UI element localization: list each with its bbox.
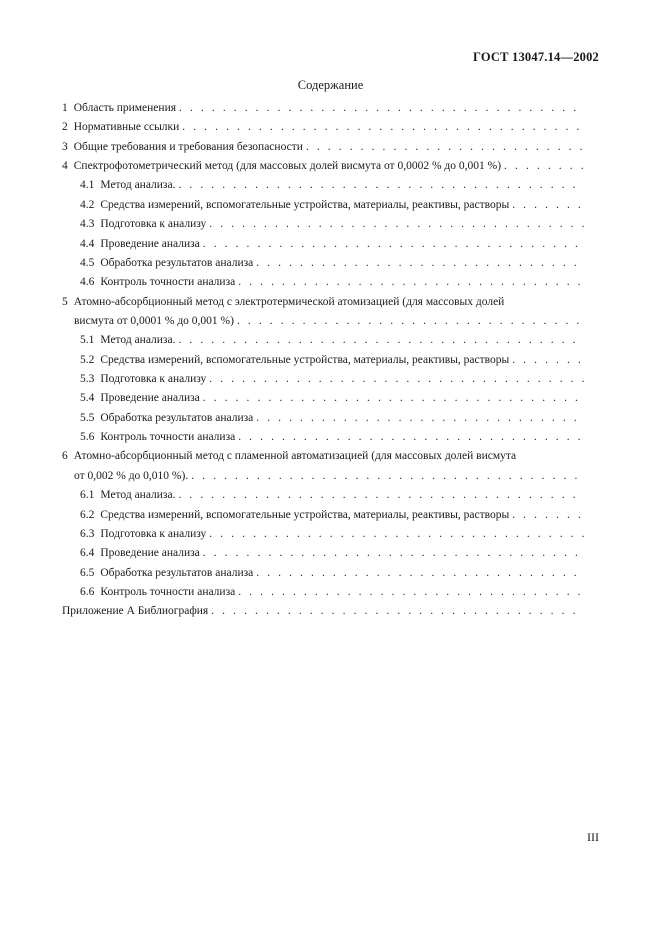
toc-entry-number: 5 (62, 295, 68, 308)
toc-entry-label: Метод анализа. (100, 179, 176, 192)
toc-entry-number: 6.5 (80, 566, 95, 579)
toc-entry-label: Подготовка к анализу (100, 527, 207, 540)
toc-entry (62, 331, 584, 350)
dot-leader (179, 99, 584, 118)
toc-entry-label: Проведение анализа (100, 237, 200, 250)
dot-leader (203, 544, 584, 563)
dot-leader (504, 157, 584, 176)
dot-leader (512, 506, 584, 525)
toc-entry-label: Средства измерений, вспомогательные устройства, материалы, реактивы, растворы (100, 353, 510, 366)
dot-leader (238, 583, 584, 602)
toc-entry-number: 5.1 (80, 334, 95, 347)
toc-entry-label: Проведение анализа (100, 392, 200, 405)
toc-entry-label: Контроль точности анализа (100, 276, 236, 289)
toc-entry-number: 4.3 (80, 218, 95, 231)
toc-entry-number: 4.5 (80, 256, 95, 269)
toc-entry-label: Контроль точности анализа (100, 431, 236, 444)
page-number: III (587, 830, 599, 844)
toc-entry (62, 564, 584, 583)
toc-entry-number: 5.4 (80, 392, 95, 405)
toc-entry-number: 4.1 (80, 179, 95, 192)
toc-entry-label: Проведение анализа (100, 547, 200, 560)
dot-leader (211, 602, 584, 621)
dot-leader (238, 273, 584, 292)
toc-entry-label: Общие требования и требования безопасности (73, 140, 303, 153)
toc-entry-label: Метод анализа. (100, 334, 176, 347)
toc-entry-label: Обработка результатов анализа (100, 566, 254, 579)
toc-entry (62, 409, 584, 428)
toc-entry-number: 4.4 (80, 237, 95, 250)
toc-entry-label-continued: висмута от 0,0001 % до 0,001 %) (74, 314, 234, 327)
dot-leader (256, 254, 584, 273)
dot-leader (178, 176, 584, 195)
toc-entry (62, 506, 584, 525)
toc-entry-continuation (62, 312, 584, 331)
toc-entry (62, 389, 584, 408)
toc-entry (62, 273, 584, 292)
toc-entry-label: Обработка результатов анализа (100, 256, 254, 269)
toc-entry-label: Средства измерений, вспомогательные устройства, материалы, реактивы, растворы (100, 508, 510, 521)
toc-entry-number: 1 (62, 102, 68, 114)
toc-entry (62, 351, 584, 370)
toc-entry-number: 5.5 (80, 411, 95, 424)
toc-entry-number: 4 (62, 160, 68, 173)
toc-entry (62, 176, 584, 195)
dot-leader (209, 215, 584, 234)
toc-entry-label: Атомно-абсорбционный метод с пламенной автоматизацией (для массовых долей висмута (73, 450, 517, 463)
toc-entry (62, 525, 584, 544)
toc-entry (62, 486, 584, 505)
toc-entry-number: 3 (62, 140, 68, 153)
page-title: Содержание (297, 78, 364, 92)
toc-entry-label-continued: от 0,002 % до 0,010 %). (74, 469, 189, 482)
toc-entry (62, 544, 584, 563)
toc-entry-number: 6 (62, 450, 68, 463)
toc-entry (62, 602, 584, 621)
toc-entry-number: 6.2 (80, 508, 95, 521)
dot-leader (191, 467, 584, 486)
toc-entry (62, 215, 584, 234)
toc-entry-number: 6.3 (80, 527, 95, 540)
document-id: ГОСТ 13047.14—2002 (473, 50, 599, 64)
toc-entry-label: Метод анализа. (100, 489, 176, 502)
dot-leader (512, 351, 584, 370)
toc-entry-number: 4.2 (80, 198, 95, 211)
toc-entry (62, 293, 584, 312)
toc-entry (62, 428, 584, 447)
toc-entry-continuation (62, 467, 584, 486)
dot-leader (238, 428, 584, 447)
dot-leader (256, 564, 584, 583)
toc-entry-label: Контроль точности анализа (100, 585, 236, 598)
toc-entry-label: Нормативные ссылки (73, 121, 180, 134)
toc-entry-number: 6.6 (80, 585, 95, 598)
dot-leader (203, 235, 584, 254)
dot-leader (203, 389, 584, 408)
dot-leader (178, 486, 584, 505)
toc-entry (62, 583, 584, 602)
toc-entry-number: 2 (62, 121, 68, 134)
toc-entry-number: 5.3 (80, 373, 95, 386)
toc-entry (62, 370, 584, 389)
toc-entry-label: Область применения (73, 102, 177, 114)
toc-entry-label: Спектрофотометрический метод (для массовых долей висмута от 0,0002 % до 0,001 %) (73, 160, 502, 173)
toc-entry-label: Атомно-абсорбционный метод с электротермической атомизацией (для массовых долей (73, 295, 505, 308)
dot-leader (178, 331, 584, 350)
dot-leader (237, 312, 584, 331)
toc-entry-number: 5.6 (80, 431, 95, 444)
dot-leader (306, 138, 584, 157)
toc-entry-number: 4.6 (80, 276, 95, 289)
toc-entry (62, 254, 584, 273)
toc-entry (62, 235, 584, 254)
toc-entry-label: Средства измерений, вспомогательные устройства, материалы, реактивы, растворы (100, 198, 510, 211)
toc-entry-number: 5.2 (80, 353, 95, 366)
toc-entry (62, 157, 584, 176)
toc-entry (62, 447, 584, 466)
dot-leader (256, 409, 584, 428)
toc-entry (62, 196, 584, 215)
toc-entry-number: 6.4 (80, 547, 95, 560)
dot-leader (209, 370, 584, 389)
toc-entry (62, 99, 584, 118)
toc-entry-label: Подготовка к анализу (100, 373, 207, 386)
toc-entry-label: Подготовка к анализу (100, 218, 207, 231)
dot-leader (209, 525, 584, 544)
dot-leader (182, 118, 584, 137)
toc-entry (62, 118, 584, 137)
dot-leader (512, 196, 584, 215)
toc-entry-number: 6.1 (80, 489, 95, 502)
table-of-contents (62, 99, 584, 622)
toc-entry-label: Обработка результатов анализа (100, 411, 254, 424)
toc-entry (62, 138, 584, 157)
toc-entry-label: Приложение А Библиография (62, 605, 209, 618)
